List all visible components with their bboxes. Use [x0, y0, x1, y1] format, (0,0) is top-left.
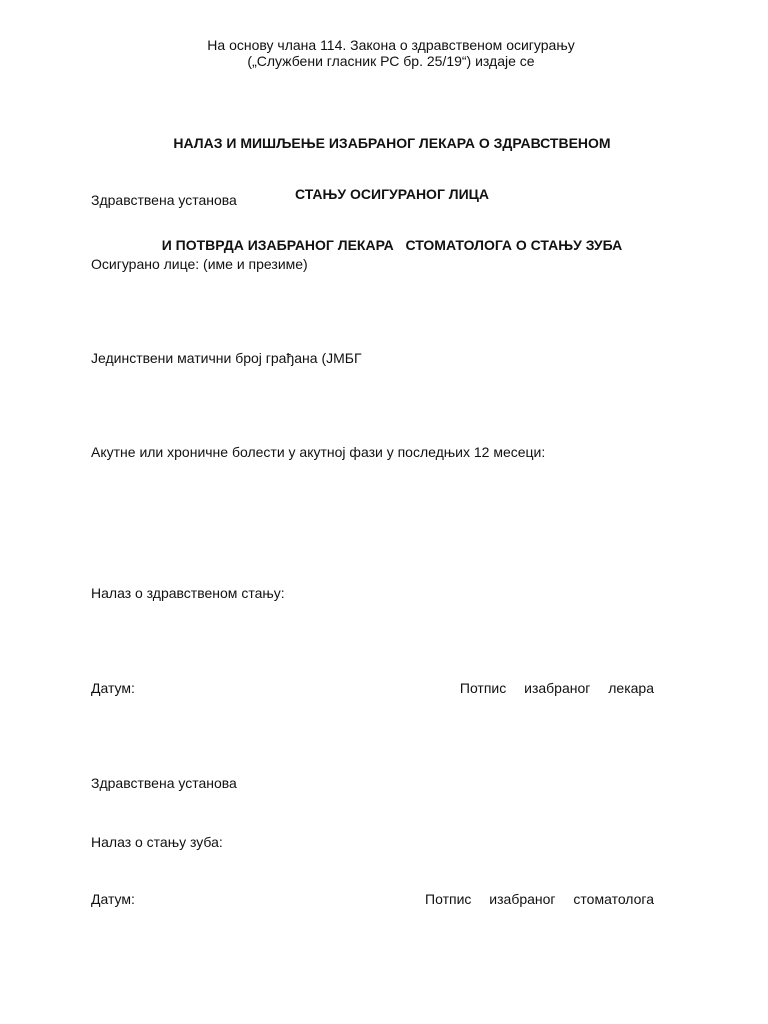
dental-date-label: Датум:	[91, 891, 135, 907]
legal-preamble	[0, 37, 768, 69]
preamble-line-2: („Службени гласник РС бр. 25/19“) издаје се	[247, 53, 535, 69]
jmbg-label: Јединствени матични број грађана (ЈМБГ	[91, 350, 362, 366]
preamble-line-1: На основу члана 114. Закона о здравственом осигурању	[207, 37, 575, 53]
dental-institution-label: Здравствена установа	[91, 775, 237, 791]
title-line-2: СТАЊУ ОСИГУРАНОГ ЛИЦА	[295, 186, 489, 202]
institution-label: Здравствена установа	[91, 192, 237, 208]
title-line-1: НАЛАЗ И МИШЉЕЊЕ ИЗАБРАНОГ ЛЕКАРА О ЗДРАВСТВЕНОМ	[173, 135, 611, 151]
date-label: Датум:	[91, 680, 135, 696]
diseases-label: Акутне или хроничне болести у акутној фази у последњих 12 месеци:	[91, 444, 546, 460]
doctor-signature-label: Потпис изабраног лекара	[459, 680, 654, 696]
insured-person-label: Осигурано лице: (име и презиме)	[91, 256, 308, 272]
title-line-3: И ПОТВРДА ИЗАБРАНОГ ЛЕКАРА СТОМАТОЛОГА О СТАЊУ ЗУБА	[161, 237, 623, 253]
dentist-signature-label: Потпис изабраног стоматолога	[425, 891, 654, 907]
health-findings-label: Налаз о здравственом стању:	[91, 585, 285, 601]
teeth-findings-label: Налаз о стању зуба:	[91, 834, 223, 850]
